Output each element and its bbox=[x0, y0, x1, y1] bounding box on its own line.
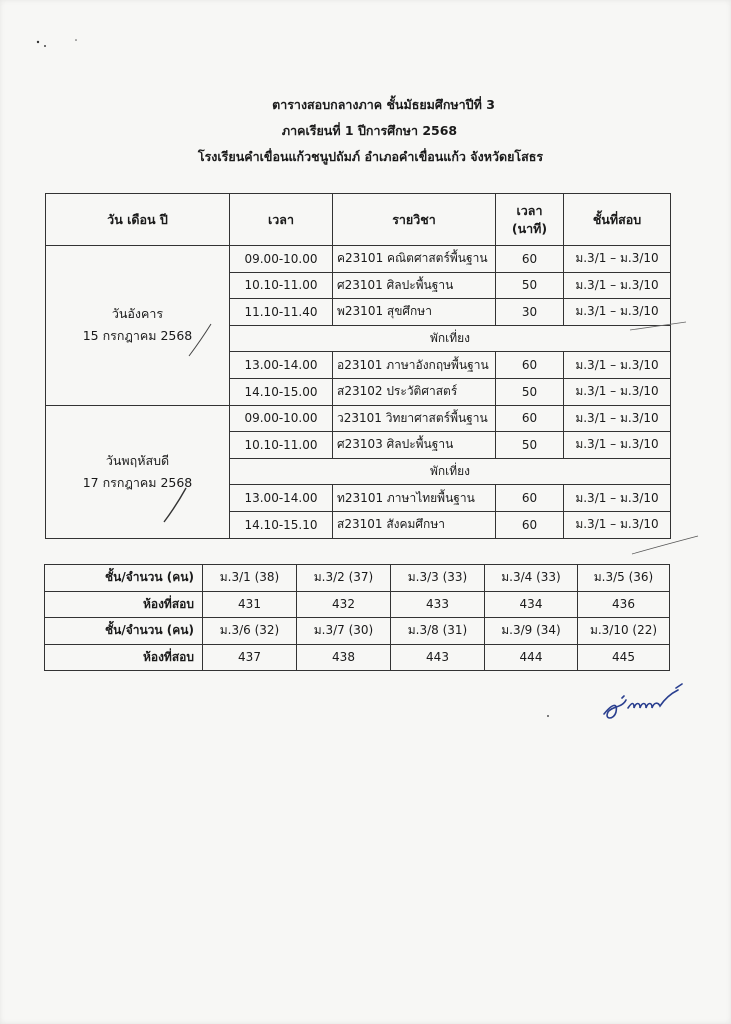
exam-minutes: 50 bbox=[496, 272, 564, 299]
room-number-cell: 445 bbox=[578, 644, 670, 671]
day2-weekday: วันพฤหัสบดี bbox=[105, 452, 170, 468]
exam-time: 09.00-10.00 bbox=[230, 246, 333, 273]
semester-line: ภาคเรียนที่ 1 ปีการศึกษา 2568 bbox=[281, 123, 458, 138]
exam-grade-range: ม.3/1 – ม.3/10 bbox=[564, 299, 671, 326]
exam-grade-range: ม.3/1 – ม.3/10 bbox=[564, 485, 671, 512]
exam-time: 11.10-11.40 bbox=[230, 299, 333, 326]
class-count-cell: ม.3/7 (30) bbox=[297, 618, 391, 645]
exam-minutes: 50 bbox=[496, 432, 564, 459]
room-number-cell: 444 bbox=[485, 644, 578, 671]
exam-room-label: ห้องที่สอบ bbox=[45, 644, 203, 671]
class-count-cell: ม.3/4 (33) bbox=[485, 565, 578, 592]
header-day: วัน เดือน ปี bbox=[46, 194, 230, 246]
exam-minutes: 60 bbox=[496, 352, 564, 379]
table-row bbox=[45, 644, 670, 671]
exam-room-label: ห้องที่สอบ bbox=[45, 591, 203, 618]
schedule-header-row bbox=[46, 194, 671, 246]
exam-minutes: 60 bbox=[496, 485, 564, 512]
header-duration-line2: (นาที) bbox=[511, 220, 548, 236]
exam-subject: ค23101 คณิตศาสตร์พื้นฐาน bbox=[333, 246, 496, 273]
exam-time: 14.10-15.10 bbox=[230, 511, 333, 538]
header-time: เวลา bbox=[230, 194, 333, 246]
exam-grade-range: ม.3/1 – ม.3/10 bbox=[564, 378, 671, 405]
school-name: โรงเรียนคำเขื่อนแก้วชนูปถัมภ์ อำเภอคำเขื่อนแก้ว จังหวัดยโสธร bbox=[197, 149, 544, 164]
handwritten-signature bbox=[598, 678, 690, 724]
class-count-cell: ม.3/5 (36) bbox=[578, 565, 670, 592]
room-assignment-table bbox=[44, 564, 670, 671]
day1-weekday: วันอังคาร bbox=[111, 306, 164, 322]
class-count-cell: ม.3/6 (32) bbox=[203, 618, 297, 645]
room-number-cell: 433 bbox=[391, 591, 485, 618]
day2-date: 17 กรกฎาคม 2568 bbox=[82, 474, 193, 490]
exam-subject: ว23101 วิทยาศาสตร์พื้นฐาน bbox=[333, 405, 496, 432]
exam-subject: พ23101 สุขศึกษา bbox=[333, 299, 496, 326]
header-duration-line1: เวลา bbox=[516, 202, 543, 218]
exam-minutes: 30 bbox=[496, 299, 564, 326]
class-count-cell: ม.3/8 (31) bbox=[391, 618, 485, 645]
exam-grade-range: ม.3/1 – ม.3/10 bbox=[564, 511, 671, 538]
document-header bbox=[0, 92, 731, 170]
class-count-cell: ม.3/3 (33) bbox=[391, 565, 485, 592]
pen-tick-mark bbox=[185, 320, 215, 360]
exam-minutes: 60 bbox=[496, 511, 564, 538]
exam-time: 14.10-15.00 bbox=[230, 378, 333, 405]
room-number-cell: 431 bbox=[203, 591, 297, 618]
class-count-cell: ม.3/2 (37) bbox=[297, 565, 391, 592]
exam-grade-range: ม.3/1 – ม.3/10 bbox=[564, 432, 671, 459]
class-count-cell: ม.3/1 (38) bbox=[203, 565, 297, 592]
exam-grade-range: ม.3/1 – ม.3/10 bbox=[564, 246, 671, 273]
exam-subject: ส23101 สังคมศึกษา bbox=[333, 511, 496, 538]
room-number-cell: 437 bbox=[203, 644, 297, 671]
header-duration bbox=[496, 194, 564, 246]
lunch-break-label: พักเที่ยง bbox=[230, 325, 671, 352]
header-grade: ชั้นที่สอบ bbox=[564, 194, 671, 246]
class-count-label: ชั้น/จำนวน (คน) bbox=[45, 618, 203, 645]
exam-time: 10.10-11.00 bbox=[230, 272, 333, 299]
room-number-cell: 432 bbox=[297, 591, 391, 618]
table-row bbox=[45, 565, 670, 592]
day2-cell bbox=[46, 405, 230, 538]
exam-subject: อ23101 ภาษาอังกฤษพื้นฐาน bbox=[333, 352, 496, 379]
exam-subject: ศ23103 ศิลปะพื้นฐาน bbox=[333, 432, 496, 459]
pen-tick-mark bbox=[160, 484, 190, 524]
exam-time: 13.00-14.00 bbox=[230, 352, 333, 379]
exam-schedule-table bbox=[45, 193, 671, 539]
exam-subject: ท23101 ภาษาไทยพื้นฐาน bbox=[333, 485, 496, 512]
exam-time: 13.00-14.00 bbox=[230, 485, 333, 512]
scan-speckles bbox=[34, 36, 84, 58]
room-number-cell: 434 bbox=[485, 591, 578, 618]
exam-grade-range: ม.3/1 – ม.3/10 bbox=[564, 405, 671, 432]
exam-title: ตารางสอบกลางภาค ชั้นมัธยมศึกษาปีที่ 3 bbox=[272, 97, 495, 112]
exam-time: 10.10-11.00 bbox=[230, 432, 333, 459]
table-row bbox=[45, 591, 670, 618]
class-count-cell: ม.3/9 (34) bbox=[485, 618, 578, 645]
ink-dot bbox=[544, 712, 552, 720]
pen-stroke-mark bbox=[628, 318, 688, 334]
room-number-cell: 443 bbox=[391, 644, 485, 671]
header-subject: รายวิชา bbox=[333, 194, 496, 246]
class-count-label: ชั้น/จำนวน (คน) bbox=[45, 565, 203, 592]
exam-grade-range: ม.3/1 – ม.3/10 bbox=[564, 352, 671, 379]
table-row bbox=[46, 405, 671, 432]
exam-minutes: 50 bbox=[496, 378, 564, 405]
day1-date: 15 กรกฎาคม 2568 bbox=[82, 328, 193, 344]
exam-subject: ศ23101 ศิลปะพื้นฐาน bbox=[333, 272, 496, 299]
exam-minutes: 60 bbox=[496, 405, 564, 432]
exam-minutes: 60 bbox=[496, 246, 564, 273]
room-number-cell: 436 bbox=[578, 591, 670, 618]
class-count-cell: ม.3/10 (22) bbox=[578, 618, 670, 645]
pen-stroke-mark bbox=[630, 532, 700, 558]
exam-time: 09.00-10.00 bbox=[230, 405, 333, 432]
lunch-break-label: พักเที่ยง bbox=[230, 458, 671, 485]
table-row bbox=[46, 246, 671, 273]
table-row bbox=[45, 618, 670, 645]
room-number-cell: 438 bbox=[297, 644, 391, 671]
exam-subject: ส23102 ประวัติศาสตร์ bbox=[333, 378, 496, 405]
exam-grade-range: ม.3/1 – ม.3/10 bbox=[564, 272, 671, 299]
